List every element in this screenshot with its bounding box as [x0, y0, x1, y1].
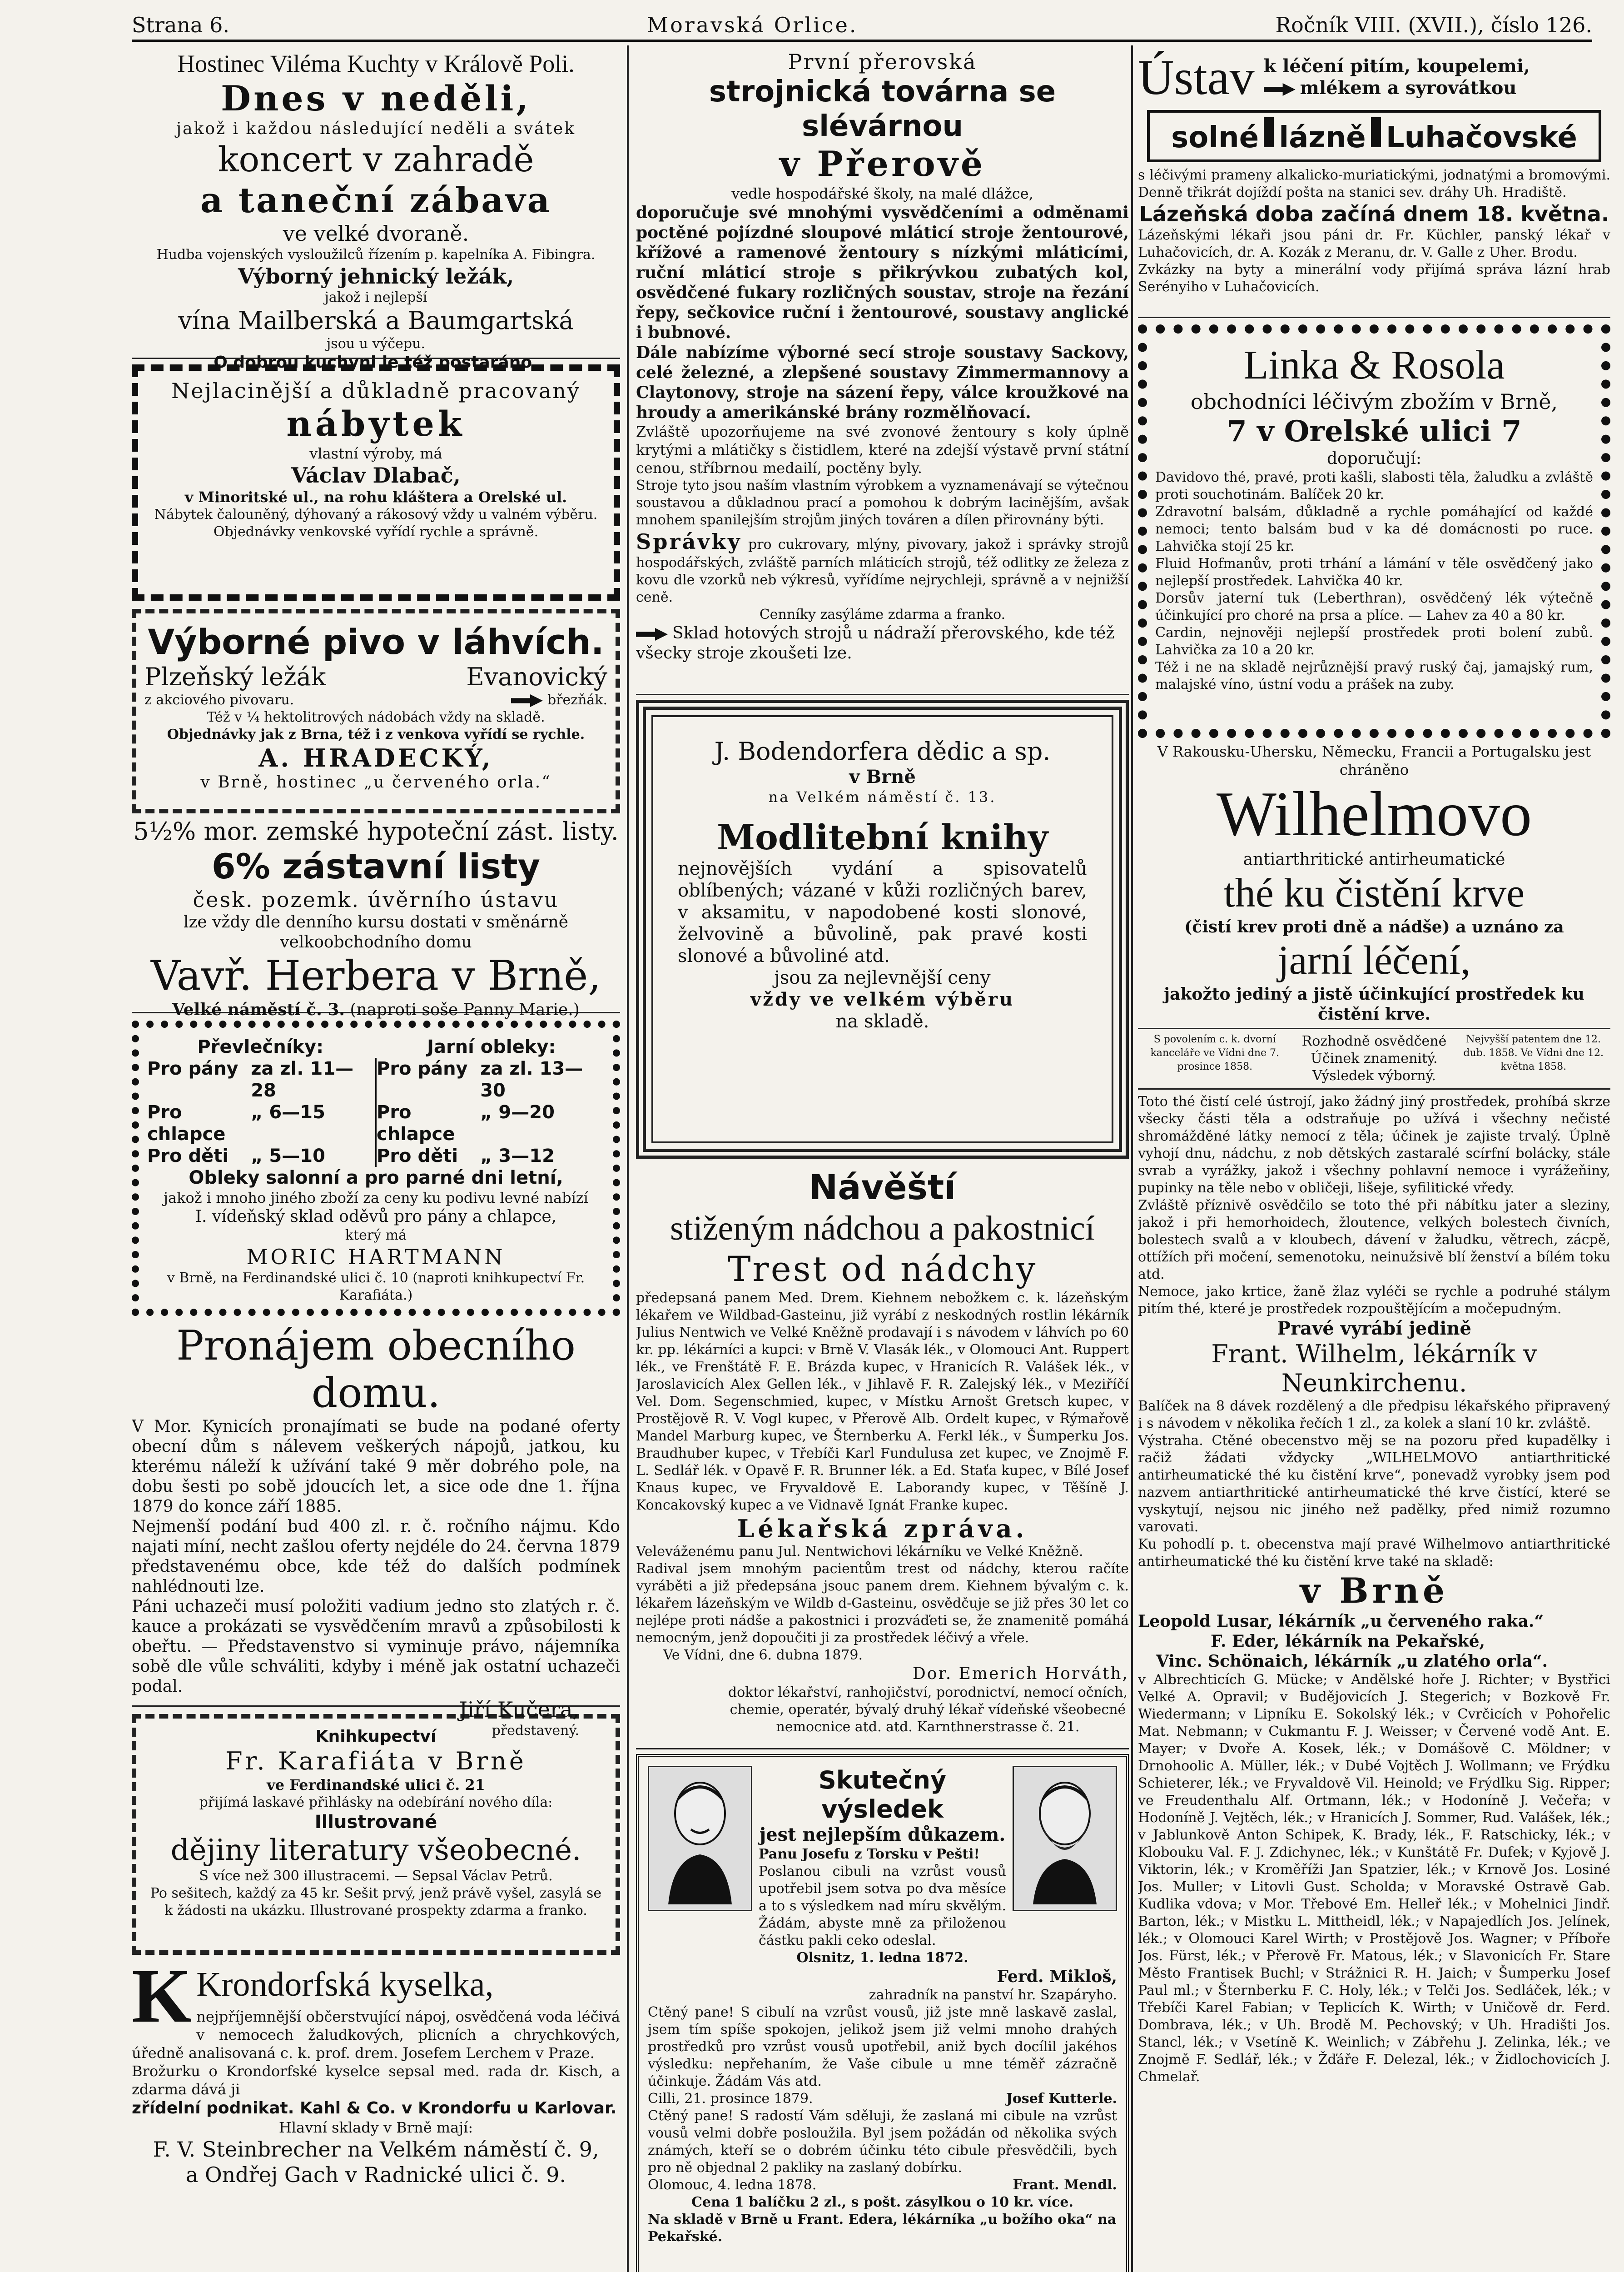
- ad-subhead: Lékařská zpráva.: [737, 1514, 1028, 1543]
- column-2: [636, 45, 1129, 2272]
- ad-text: Knihkupectví: [315, 1727, 437, 1746]
- ad-text: vlastní výroby, má: [309, 445, 442, 462]
- ad-headline: dějiny literatury všeobecné.: [170, 1834, 581, 1867]
- ad-pivo: [132, 609, 620, 813]
- ad-text: Olsnitz, 1. ledna 1872.: [796, 1950, 968, 1966]
- product-item: Fluid Hofmanův, proti trhání a lámání v těle osvědčený jako nejlepší prostředek. Lahvička 40 kr.: [1155, 556, 1593, 589]
- ad-text: Balíček na 8 dávek rozdělený a dle předpisu lékařského připravený i s návodem v několika řečích 1 zl., za kolek a slaní 10 kr. zvláště.: [1138, 1398, 1610, 1431]
- product-item: Zdravotní balsám, důkladně a rychle pomáhající od každé nemoci; tento balsám bud v ka dé domácnosti po ruce. Lahvička stojí 25 kr.: [1155, 504, 1593, 554]
- ad-text: Lázeňská doba začíná dnem 18. května.: [1139, 202, 1609, 226]
- ad-price-table-header: [147, 1036, 605, 1058]
- ad-text: [511, 692, 607, 709]
- ad-certificate-row: [1138, 1033, 1610, 1085]
- portrait-illustration: [1013, 1766, 1117, 1911]
- ad-text: nejpříjemnější občerstvující nápoj, osvědčená voda léčivá v nemocech žaludkových, plicních a chrychkových, úředně analisovaná c. k. prof. drem. Josefem Lerchem v Praze.: [132, 2008, 620, 2062]
- ad-obleky: [132, 1021, 620, 1316]
- ad-text: Ctěný pane! S cibulí na vzrůst vousů, již jste mně laskavě zaslal, jsem tím spíše spokojen, jelikož jsem již velmi mnoho drahých prostředků pro vzrůst vousů upotřebil, aniž bych docílil jakéhos výsledku: nepřehaním, že Vaše cibule u mne téměř zázračně účinkuje. Žádám Vás atd.: [648, 2004, 1117, 2089]
- ad-text: Jarní obleky:: [427, 1036, 556, 1057]
- price-cell: Pro děti: [147, 1146, 229, 1166]
- ad-text: z akciového pivovaru.: [144, 692, 294, 708]
- ad-signature: Jiří Kučera,: [459, 1697, 579, 1722]
- ad-text: Též v ¼ hektolitrových nádobách vždy na skladě.: [207, 709, 545, 725]
- ad-text: jsou za nejlevnější ceny: [774, 967, 991, 988]
- ad-text: Cena 1 balíčku 2 zl., s pošt. zásylkou o 10 kr. více.: [691, 2194, 1073, 2210]
- ad-text: (čistí krev proti dně a nádše) a uznáno za: [1184, 917, 1564, 937]
- ad-headline: Výborné pivo v láhvích.: [148, 622, 604, 662]
- ad-text: na skladě.: [835, 1011, 929, 1032]
- ad-text: doktor lékařství, ranhojičství, porodnictví, nemocí očních, chemie, operatér, bývalý druhý lékař vídeňské všeobecné nemocnice atd. atd. Karnthnerstrasse č. 21.: [728, 1684, 1128, 1735]
- ad-text: Zvláště upozorňujeme na své zvonové žentoury s koly úplně krytými a mlátičky s čistidlem, které na zdejší výstavě první státní cenou, stříbrnou medailí, poctěny byly.: [636, 423, 1129, 477]
- header-issue: Ročník VIII. (XVII.), číslo 126.: [1275, 12, 1592, 37]
- price-row: [147, 1058, 605, 1101]
- divider-bar: [1264, 117, 1274, 147]
- ad-kuchta: [132, 45, 620, 372]
- ad-address: v Brně, na Ferdinandské ulici č. 10 (naproti knihkupectví Fr. Karafiáta.): [167, 1270, 585, 1303]
- ad-text: První přerovská: [788, 50, 977, 74]
- ad-name: MORIC HARTMANN: [246, 1245, 506, 1269]
- ad-text: ve velké dvoraně.: [283, 221, 469, 246]
- ad-banner: [1147, 110, 1601, 162]
- pointing-hand-icon: [636, 628, 668, 641]
- ad-text: V Mor. Kynicích pronajímati se bude na podané oferty obecní dům s nálevem veškerých nápojů, jatkou, ku kterému náleží k užívání také 9 měr dobrého pole, na dobu šesti po sobě jdoucích let, a sice ode dne 1. října 1879 do konce září 1885.: [132, 1417, 620, 1516]
- ad-headline: Modlitební knihy: [716, 817, 1048, 857]
- ad-headline: a taneční zábava: [200, 180, 551, 220]
- ad-text: Radival jsem mnohým pacientům trest od nádchy, kterou račíte vyráběti a již předepsána jsouc panem drem. Kiehnem bývalým c. k. lékařem lázeňským ve Wildb d-Gasteinu, osvědčuje se již přes 30 let co nejlépe proti nádše a pakostnici i prozváďeti se, že znamenitě pomáhá nemocným, jenž dopoučiti ji za prostředek léčivý a vřele.: [636, 1561, 1129, 1646]
- ad-text: lázně: [1279, 121, 1366, 154]
- ad-address: v Brně, hostinec „u červeného orla.“: [200, 773, 551, 792]
- ad-text: Objednávky jak z Brna, též i z venkova vyřídí se rychle.: [167, 727, 585, 742]
- price-cell: Pro chlapce: [377, 1102, 455, 1145]
- ad-name: Vavř. Herbera v Brně,: [151, 952, 601, 1000]
- ad-text: s léčivými prameny alkalicko-muriatickými, jodnatými a bromovými. Denně třikrát dojíždí pošta na stanici sev. dráhy Uh. Hradiště.: [1138, 167, 1610, 200]
- ad-text: Leopold Lusar, lékárník „u červeného raka.“: [1138, 1612, 1544, 1631]
- ad-row: [144, 663, 607, 692]
- ad-text: Evanovický: [466, 663, 607, 691]
- ad-name: J. Bodendorfera dědic a sp.: [714, 737, 1051, 766]
- ad-listy: [132, 813, 620, 1019]
- column-3: [1138, 45, 1610, 2272]
- ad-text: pro cukrovary, mlýny, pivovary, jakož i správky strojů hospodářských, zvláště parních mláticích strojů, též odlitky ze železa z kovu dle vzorků neb výkresů, vyřídíme nejrychleji, správně a v nejnižší ceně.: [636, 537, 1129, 605]
- ad-headline: Krondorfská kyselka,: [196, 1965, 494, 2003]
- ad-address: 7 v Orelské ulici 7: [1227, 414, 1522, 448]
- ad-text: Hudba vojenských vysloužilců řízením p. kapelníka A. Fibingra.: [156, 247, 596, 263]
- man-portrait-icon: [655, 1773, 745, 1904]
- ad-text: Výborný jehnický ležák,: [238, 264, 514, 289]
- ad-headline: Návěští: [809, 1167, 956, 1207]
- ad-text: Toto thé čistí celé ústrojí, jako žádný jiný prostředek, prohíbá skrze všecky části těla a odstraňuje po užívá i všechny nečisté shromážděné látky nemocí z těla; účinek je zajiste trvalý. Úplně vyhojí dnu, nádchu, z nob dětských zastaralé scírfní bolácky, stále svrab a vyrážky, jakož i všechny pohlavní nemoce i vyrážeňiny, pupinky na těle nebo v obličeji, lišeje, syfilitické vředy.: [1138, 1094, 1610, 1196]
- ad-headline: koncert v zahradě: [218, 139, 534, 179]
- ad-product-list: [1155, 469, 1593, 693]
- ad-address: ve Ferdinandské ulici č. 21: [267, 1776, 485, 1794]
- ad-text: S více než 300 illustracemi. — Sepsal Václav Petrů.: [199, 1868, 553, 1884]
- ad-text: jsou u výčepu.: [327, 336, 425, 352]
- ad-name: A. HRADECKÝ,: [258, 743, 493, 772]
- ad-text: Převlečníky:: [197, 1036, 324, 1057]
- header-page-number: Strana 6.: [132, 12, 229, 37]
- ad-subhead: Správky: [636, 529, 742, 554]
- ad-signature: Frant. Mendl.: [1013, 2177, 1117, 2193]
- ad-wilhelm: [1138, 738, 1610, 2272]
- ad-text: který má: [345, 1227, 407, 1243]
- ad-text: Plzeňský ležák: [144, 663, 326, 691]
- ad-text: Rozhodně osvědčené Účinek znamenitý. Výsledek výborný.: [1301, 1033, 1447, 1084]
- pointing-hand-icon: [511, 694, 543, 707]
- ad-text: V Rakousku-Uhersku, Německu, Francii a Portugalsku jest chráněno: [1157, 743, 1591, 778]
- price-cell: Pro pány: [147, 1058, 238, 1079]
- price-row: [147, 1101, 605, 1145]
- ad-text: antiarthritické antirheumatické: [1243, 850, 1505, 869]
- ad-text: Nejmenší podání bud 400 zl. r. č. ročního nájmu. Kdo najati míní, necht zašlou oferty nejdéle do 24. června 1879 představenému obce, kde též do dalších podmínek nahlédnouti lze.: [132, 1517, 620, 1596]
- ad-row: [144, 692, 607, 709]
- ad-text: zahradník na panství hr. Szapáryho.: [869, 1987, 1117, 2003]
- ad-text: I. vídeňský sklad oděvů pro pány a chlapce,: [195, 1207, 557, 1226]
- price-cell: „ 6—15: [251, 1101, 377, 1145]
- divider-bar: [1371, 117, 1381, 147]
- ad-navesti: [636, 1163, 1129, 1749]
- ad-text: Cenníky zasýláme zdarma a franko.: [759, 607, 1006, 623]
- ad-text: doporučuje své mnohými vysvědčeními a odměnami poctěné pojízdné sloupové mláticí stroje žentourové, křížové a ramenové žentoury s nízkými mláticími, ruční mláticí stroje s přikrývkou zubatých kol, osvědčené fukary rozličných soustav, stroje na řezání řepy, sečkovice ruční i žentourové, soustavy anglické i bubnové.: [636, 203, 1129, 342]
- page-header: [132, 10, 1592, 42]
- ad-headline: thé ku čistění krve: [1223, 871, 1525, 916]
- ad-headline: Ústav: [1138, 50, 1255, 105]
- ad-signature: Ferd. Mikloš,: [997, 1967, 1117, 1986]
- ad-text: O dobrou kuchyni je též postaráno.: [214, 353, 538, 372]
- ad-headline: jarní léčení,: [1277, 938, 1471, 983]
- ad-text: březňák.: [547, 692, 607, 708]
- ad-text: Nemoce, jako krtice, žaně žlaz vyléči se rychle a podruhé stálym pitím thé, které je prostředek rozpouštějícím a močepudným.: [1138, 1284, 1610, 1317]
- ad-headline: 6% zástavní listy: [211, 846, 541, 887]
- price-cell: Pro děti: [377, 1146, 458, 1166]
- ad-name: Fr. Karafiáta v Brně: [225, 1747, 526, 1775]
- ad-text: Hlavní sklady v Brně mají:: [278, 2119, 473, 2136]
- ad-price-table: [147, 1058, 605, 1167]
- ad-text: jakož i nejlepší: [324, 289, 427, 305]
- ad-text: Stroje tyto jsou naším vlastním výrobkem a vyznamenávají se výtečnou soustavou a důkladnou prací a pomohou k dobrým lacinějším, avšak mnohem spanilejším strojům jiných továren a dílen přirovnány býti.: [636, 478, 1129, 528]
- ad-text: Obleky salonní a pro parné dni letní,: [189, 1167, 563, 1188]
- portrait-illustration: [648, 1766, 752, 1911]
- ad-text: vedle hospodářské školy, na malé dlážce,: [731, 185, 1033, 202]
- ad-text: 5½% mor. zemské hypoteční zást. listy.: [133, 817, 619, 846]
- ad-text: Nejvyšší patentem dne 12. dub. 1858. Ve Vídni dne 12. května 1858.: [1463, 1034, 1604, 1072]
- ad-text: Páni uchazeči musí položiti vadium jedno sto zlatých r. č. kauce a prokázati se vysvědčením mravů a způsobilosti k obeřtu. — Představenstvo si vyminuje právo, nájemníka sobě dle vůle schváliti, kdyby i méně jak ostatní uchazeči podal.: [132, 1597, 620, 1696]
- ad-text: nejnovějších vydání a spisovatelů oblíbených; vázané v kůži rozličných barev, v aksamitu, v napodobené kosti slonové, želvovině a bůvolině, pak pravé kosti slonové a bůvoliné atd.: [678, 858, 1087, 967]
- ad-text: Sklad hotových strojů u nádraží přerovského, kde též všecky stroje zkoušeti lze.: [636, 624, 1115, 663]
- ad-initial: K: [132, 1953, 192, 2038]
- ad-headline: v Přerově: [779, 144, 986, 184]
- ad-text: vína Mailberská a Baumgartská: [178, 306, 574, 335]
- price-cell: za zl. 11—28: [251, 1058, 377, 1101]
- ad-krondorf: [132, 1955, 620, 2237]
- ad-text: Illustrované: [314, 1812, 437, 1833]
- ad-text: Vinc. Schönaich, lékárník „u zlatého orla“.: [1156, 1652, 1548, 1671]
- ad-text: Cilli, 21. prosince 1879.: [648, 2091, 813, 2107]
- price-cell: „ 5—10: [251, 1145, 377, 1167]
- ad-text: a Ondřej Gach v Radnické ulici č. 9.: [185, 2162, 566, 2187]
- ad-text: S povolením c. k. dvorní kanceláře ve Vídni dne 7. prosince 1858.: [1150, 1034, 1280, 1072]
- ad-linka: [1138, 324, 1610, 738]
- ad-headline: Skutečný výsledek: [818, 1766, 947, 1824]
- ad-signature: Josef Kutterle.: [1006, 2091, 1117, 2107]
- column-rule: [1131, 45, 1133, 2272]
- ad-text: solné: [1171, 121, 1259, 154]
- ad-text: Brožurku o Krondorfské kyselce sepsal med. rada dr. Kisch, a zdarma dává ji: [132, 2063, 620, 2098]
- product-item: Davidovo thé, pravé, proti kašli, slabosti těla, žaludku a zvláště proti souchotinám. Balíček 20 kr.: [1155, 469, 1593, 503]
- ad-text: Dále nabízíme výborné secí stroje soustavy Sackovy, celé železné, a zlepšené soustavy Zimmermannovy a Claytonovy, stroje na sázení řepy, válce kroužkové na hroudy a amerikánské brány rozmělňovací.: [636, 343, 1129, 422]
- ad-text: Ku pohodlí p. t. obecenstva mají pravé Wilhelmovo antiarthritické antirheumatické thé ku čistění krve také na skladě:: [1138, 1536, 1610, 1569]
- ad-text: Po sešitech, každý za 45 kr. Sešit prvý, jenž právě vyšel, zasylá se k žádosti na ukázku. Illustrované prospekty zdarma a franko.: [150, 1885, 602, 1918]
- ad-text: Výstraha. Ctěné obecenstvo měj se na pozoru před kupadělky i račiž žádati vždycky „WILHELMOVO antiarthritické antirheumatické thé ku čistění krve“, ponevadž vyrobky jsem pod nazvem antiarthritické antirheumatické thé krve čistící, které se vyskytují, nejsou nic jiného než padělky, před nimiž rozumno varovati.: [1138, 1433, 1610, 1535]
- ad-headline: Pronájem obecního domu.: [176, 1322, 576, 1417]
- ad-karafiat: [132, 1714, 620, 1955]
- ad-text: představený.: [492, 1723, 579, 1739]
- ad-text: jest nejlepším důkazem.: [759, 1824, 1006, 1845]
- ad-text: v Brně: [849, 766, 916, 787]
- ad-text: Olomouc, 4. ledna 1878.: [648, 2177, 817, 2193]
- ad-headline: nábytek: [286, 404, 466, 444]
- ad-nabytek: [132, 364, 620, 601]
- ad-text: Luhačovské: [1386, 121, 1577, 154]
- ad-text: Lázeňskými lékaři jsou páni dr. Fr. Küchler, panský lékař v Luhačovicích, dr. A. Kozák z Meranu, dr. V. Galle z Uher. Brodu.: [1138, 227, 1610, 260]
- ad-text: jakož i mnoho jiného zboží za ceny ku podivu levné nabízí: [164, 1189, 588, 1206]
- ad-title: Hostinec Viléma Kuchty v Králově Poli.: [177, 50, 575, 77]
- ad-name: Frant. Wilhelm, lékárník v Neunkirchenu.: [1211, 1340, 1537, 1397]
- ad-subhead: v Brně: [1300, 1570, 1449, 1611]
- price-cell: Pro chlapce: [147, 1102, 226, 1145]
- ad-text: Ve Vídni, dne 6. dubna 1879.: [663, 1647, 863, 1663]
- ad-text: Ctěný pane! S radostí Vám sděluji, že zaslaná mi cibule na vzrůst vousů velmi dobře posloužila. Byl jsem požádán od několika svých známých, kteří se o dobrém účinku této cibule přesvědčili, bych pro ně objednal 2 pakliky na zaslaný dobírku.: [648, 2108, 1117, 2176]
- column-rule: [627, 45, 629, 2272]
- product-item: Dorsův jaterní tuk (Leberthran), osvědčený lék výtečně účinkující pro choré na prsa a plíce. — Lahev za 40 a 80 kr.: [1155, 590, 1593, 623]
- price-row: [147, 1145, 605, 1167]
- ad-bodendorfer: [636, 700, 1129, 1159]
- ad-address: v Minoritské ul., na rohu kláštera a Orelské ul.: [184, 488, 567, 506]
- price-cell: za zl. 13—30: [480, 1058, 583, 1101]
- ad-text: jakož i každou následující neděli a svátek: [176, 120, 576, 138]
- ad-skutecny: [636, 1754, 1129, 2272]
- header-title: Moravská Orlice.: [647, 12, 858, 37]
- ad-headline: Trest od nádchy: [727, 1249, 1038, 1289]
- ad-text: F. Eder, lékárník na Pekařské,: [1211, 1632, 1485, 1651]
- ad-headline: Dnes v neděli,: [221, 78, 531, 119]
- ad-name: Václav Dlabač,: [291, 463, 461, 488]
- price-cell: „ 3—12: [480, 1146, 555, 1166]
- ad-text: F. V. Steinbrecher na Velkém náměstí č. 9,: [153, 2137, 599, 2162]
- ad-text: vždy ve velkém výběru: [750, 989, 1015, 1010]
- ad-text: přijímá laskavé přihlásky na odebírání nového díla:: [199, 1794, 553, 1810]
- ad-text: Zvláště příznivě osvědčilo se toto thé při nábítku jater a sleziny, jakož i při hemorhoidech, žloutence, velkých bolestech čivních, bolestech svalů a v kloubech, dávení v žaludku, větrech, zácpě, ottížích při močení, semenotoku, neinužsivě blí ženství a bílém toku atd.: [1138, 1197, 1610, 1282]
- product-item: Též i ne na skladě nejrůznější pravý ruský čaj, jamajský rum, malajské víno, ústní vodu a prášek na zuby.: [1155, 659, 1593, 693]
- ad-text: Nejlacinější a důkladně pracovaný: [171, 379, 581, 403]
- ad-text: mlékem a syrovátkou: [1300, 77, 1517, 99]
- ad-ustav: [1138, 45, 1610, 318]
- ad-text: předepsaná panem Med. Drem. Kiehnem nebožkem c. k. lázeňským lékařem ve Wildbad-Gasteinu, již vyrábí z neskodných rostlin lékárník Julius Nentwich ve Velké Kněžně prodavají i s návodem v láhvích po 60 kr. pp. lékárníci a kupci: v Brně V. Vlasák lék., v Olomouci Ant. Ruppert lék., ve Frenštátě F. E. Brázda kupec, v Hranicích R. Valášek lék., v Jaroslavicích Alex Gellen lék., v Jihlavě F. R. Zalejský lék., v Meziříčí Vel. Dom. Segenschmied, kupec, v Místku Arnošt Gretsch kupec, v Prostějově R. V. Vogl kupec, v Přerově Alb. Ordelt kupec, v Rýmařově Mandel Marburg kupec, ve Šternberku A. Ferkl lék., v Šumperku Jos. Braudhuber kupec, v Třebíči Karl Fundulusa zet kupec, ve Znojmě F. L. Sedlář lék. v Opavě F. R. Brunner lék. a Ed. Staťa kupec, v Bílé Josef Knaus kupec, ve Fryvaldově E. Laborandy kupec, v Těšíně J. Koncakovský kupec a ve Vidnavě Ignát Franke kupec.: [636, 1290, 1129, 1513]
- pointing-hand-icon: [1264, 83, 1296, 96]
- ad-address: Velké náměstí č. 3.: [172, 1000, 345, 1019]
- ad-text: Veleváženému panu Jul. Nentwichovi lékárníku ve Velké Kněžně.: [636, 1544, 1083, 1560]
- ad-text: Na skladě v Brně u Frant. Edera, lékárníka „u božího oka“ na Pekařské.: [648, 2212, 1117, 2245]
- ad-text: (naproti soše Panny Marie.): [350, 1001, 580, 1019]
- bearded-man-portrait-icon: [1019, 1773, 1110, 1904]
- ad-headline: Wilhelmovo: [1216, 779, 1532, 849]
- ad-text: Objednávky venkovské vyřídí rychle a správně.: [213, 524, 539, 540]
- ad-text: jakožto jediný a jistě účinkující prostředek ku čistění krve.: [1164, 985, 1584, 1024]
- ad-text: Zvkázky na byty a minerální vody přijímá správa lázní hrab Serényiho v Luhačovicích.: [1138, 262, 1610, 295]
- ad-headline: stiženým nádchou a pakostnicí: [670, 1209, 1095, 1247]
- product-item: Cardin, nejnověji nejlepší prostředek proti bolení zubů. Lahvička za 10 a 20 kr.: [1155, 625, 1593, 658]
- ad-text: Nábytek čalouněný, dýhovaný a rákosový vždy u valném výběru.: [154, 507, 598, 523]
- ad-text: Pravé vyrábí jedině: [1277, 1318, 1471, 1339]
- ad-text: Poslanou cibuli na vzrůst vousů upotřebil jsem sotva po dva měsíce a to s výsledkem nad míru skvělým. Žádám, abyste mně za přiloženou částku pakli ceko odeslal.: [759, 1863, 1006, 1948]
- ad-text: obchodníci léčivým zbožím v Brně,: [1190, 389, 1558, 414]
- ad-text: zřídelní podnikat. Kahl & Co. v Krondorfu u Karlovar.: [132, 2099, 617, 2118]
- ad-text: česk. pozemk. úvěrního ústavu: [193, 887, 559, 912]
- ad-text: lze vždy dle denního kursu dostati v směnárně velkoobchodního domu: [183, 913, 569, 952]
- ad-signature: Dor. Emerich Horváth,: [912, 1664, 1129, 1683]
- ad-text: Panu Josefu z Torsku v Pešti!: [759, 1846, 980, 1862]
- ad-text: k léčení pitím, koupelemi,: [1263, 55, 1530, 77]
- ad-headline: Linka & Rosola: [1243, 343, 1505, 388]
- ad-headline: strojnická továrna se slévárnou: [709, 75, 1056, 143]
- price-cell: „ 9—20: [480, 1102, 555, 1123]
- ad-text: v Albrechticích G. Mücke; v Andělské hoře J. Richter; v Bystřici Velké A. Opravil; v Budějovicích J. Stegerich; v Bozkově Fr. Wiedermann; v Lipníku E. Sokolský lék.; v Cvrčicích v Pohořelic Mat. Nebmann; v Cukmantu F. J. Weisser; v Červené vodě Ant. E. Mayer; v Dvoře A. Kosek, lék.; v Domášově C. Möldner; v Drnohoolic A. Müller, lék.; v Dubé Vojtěch J. Wollmann; ve Frýdku Schieterer, lék.; ve Fryvaldově Vil. Heinold; ve Frýdlku Sig. Ripper; ve Freudenthalu Alf. Ortmann, lék.; v Hodoníně J. Večeřa; v Hodoníně J. Vejtěch, lék.; v Hranicích J. Sommer, Rud. Valášek, lék.; v Jablunkově Anton Schipek, K. Brady, lék., F. Ratschicky, lék.; v Klobouku Val. F. J. Zdichynec, lék.; v Kunštátě Fr. Dufek; v Kyjově J. Viktorin, lék.; v Kroměříži Jan Spatzier, lék.; v Krnově Jos. Losiné Jos. Muller; v Litovli Gust. Scholda; v Moravské Ostravě Gab. Kudlika vdova; v Mor. Třebové Em. Helleř lék.; v Mohelnici Jindř. Barton, lék.; v Mistku L. Mittheidl, lék.; v Napajedlích Jos. Jelínek, lék.; v Olomouci Karel Wirth; v Prostějově Jos. Wagner; v Příboře Jos. Fürst, lék.; v Přerově Fr. Matous, lék.; v Slavonicích Fr. Stare Město Frantisek Buchl; v Strážnici R. H. Jaich; v Šumperku Josef Paul ml.; v Šternberku F. C. Holy, lék.; v Telči Jos. Sedláček, lék.; v Třebíči Karel Fabian; v Teplicích K. Wirth; v Uničově dr. Ferd. Dombrava, lék.; v Uh. Brodě M. Pechovský; v Uh. Hradišti Jos. Stancl, lék.; v Vsetíně K. Weinlich; v Zábřehu J. Zelinka, lék.; ve Znojmě F. Sedlář, lék.; v Žďáře F. Delezal, lék.; v Židlochovicích J. Chmelař.: [1138, 1672, 1610, 2085]
- ad-strojni: [636, 45, 1129, 695]
- ad-address: na Velkém náměstí č. 13.: [768, 788, 997, 806]
- price-cell: Pro pány: [377, 1058, 468, 1079]
- column-1: [132, 45, 620, 2272]
- ad-text: doporučují:: [1327, 449, 1421, 468]
